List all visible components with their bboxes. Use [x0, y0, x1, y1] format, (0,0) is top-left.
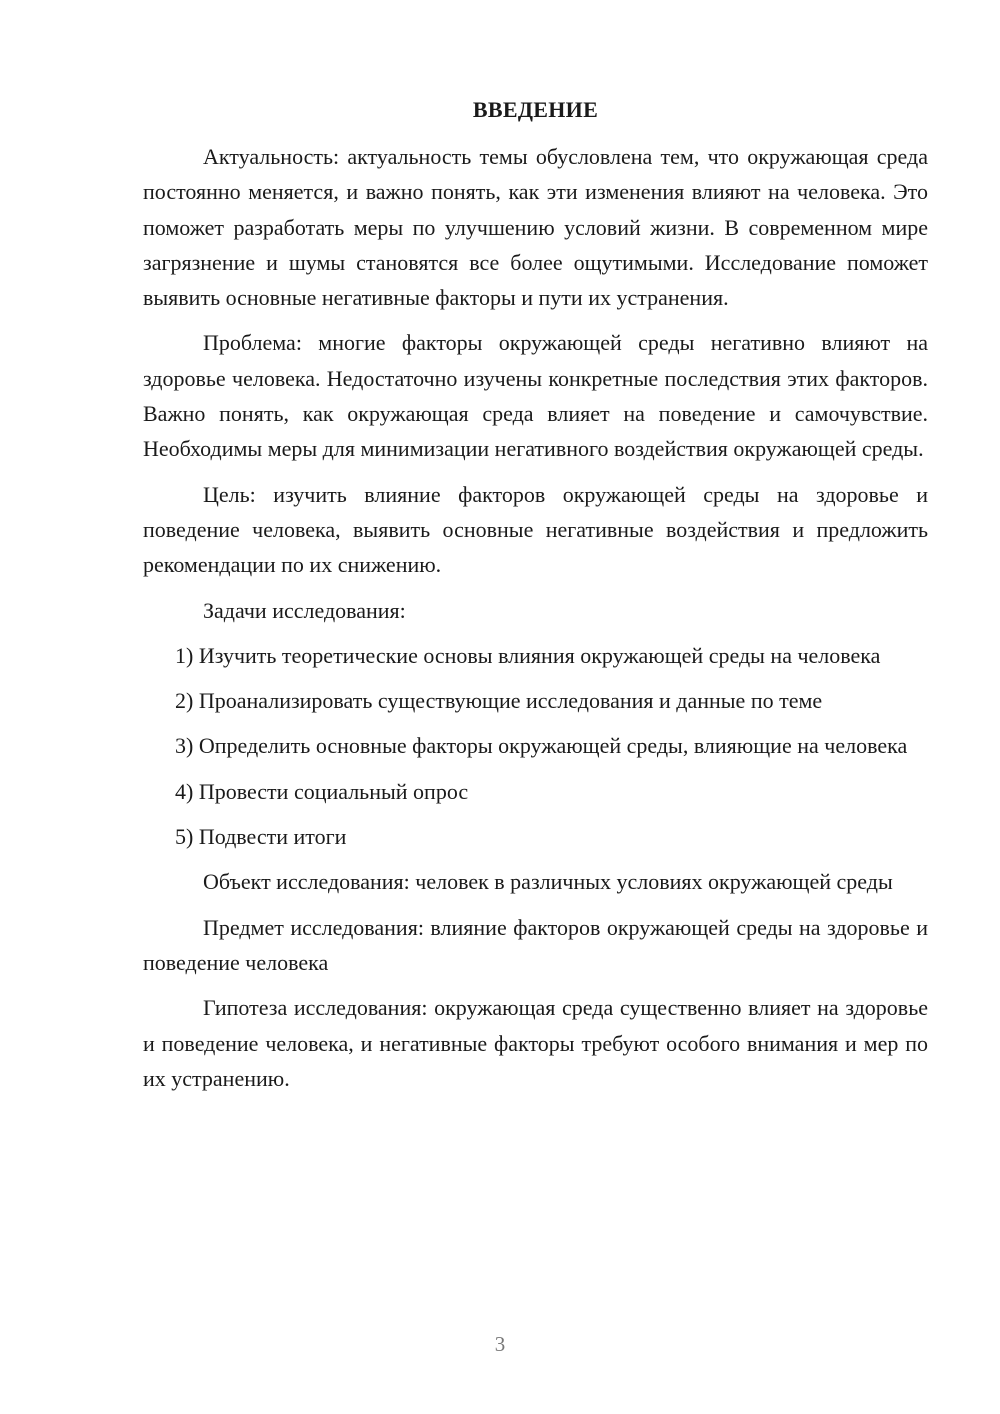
section-title: ВВЕДЕНИЕ: [472, 97, 599, 122]
tasks-heading: Задачи исследования:: [203, 597, 406, 623]
paragraph-object: Объект исследования: человек в различных условиях окружающей среды: [203, 869, 893, 895]
task-item-1: 1) Изучить теоретические основы влияния окружающей среды на человека: [175, 642, 881, 668]
paragraph-hypothesis: Гипотеза исследования: окружающая среда существенно влияет на здоровье и поведение человека, и негативные факторы требуют особого внимания и мер по их устранению.: [143, 995, 928, 1091]
paragraph-relevance: Актуальность: актуальность темы обусловлена тем, что окружающая среда постоянно меняется, и важно понять, как эти изменения влияют на человека. Это поможет разработать меры по улучшению условий жизни. В современном мире загрязнение и шумы становятся все более ощутимыми. Исследование поможет выявить основные негативные факторы и пути их устранения.: [143, 144, 928, 311]
task-item-4: 4) Провести социальный опрос: [175, 778, 469, 804]
paragraph-goal: Цель: изучить влияние факторов окружающей среды на здоровье и поведение человека, выявить основные негативные воздействия и предложить рекомендации по их снижению.: [143, 481, 928, 578]
paragraph-subject: Предмет исследования: влияние факторов окружающей среды на здоровье и поведение человека: [143, 914, 928, 975]
document-page: [143, 95, 928, 1106]
task-item-3: 3) Определить основные факторы окружающей среды, влияющие на человека: [175, 733, 908, 759]
task-item-5: 5) Подвести итоги: [175, 824, 347, 850]
paragraph-problem: Проблема: многие факторы окружающей среды негативно влияют на здоровье человека. Недостаточно изучены конкретные последствия этих факторов. Важно понять, как окружающая среда влияет на поведение и самочувствие. Необходимы меры для минимизации негативного воздействия окружающей среды.: [143, 330, 928, 462]
task-item-2: 2) Проанализировать существующие исследования и данные по теме: [175, 688, 823, 714]
page-number: 3: [494, 1332, 506, 1356]
